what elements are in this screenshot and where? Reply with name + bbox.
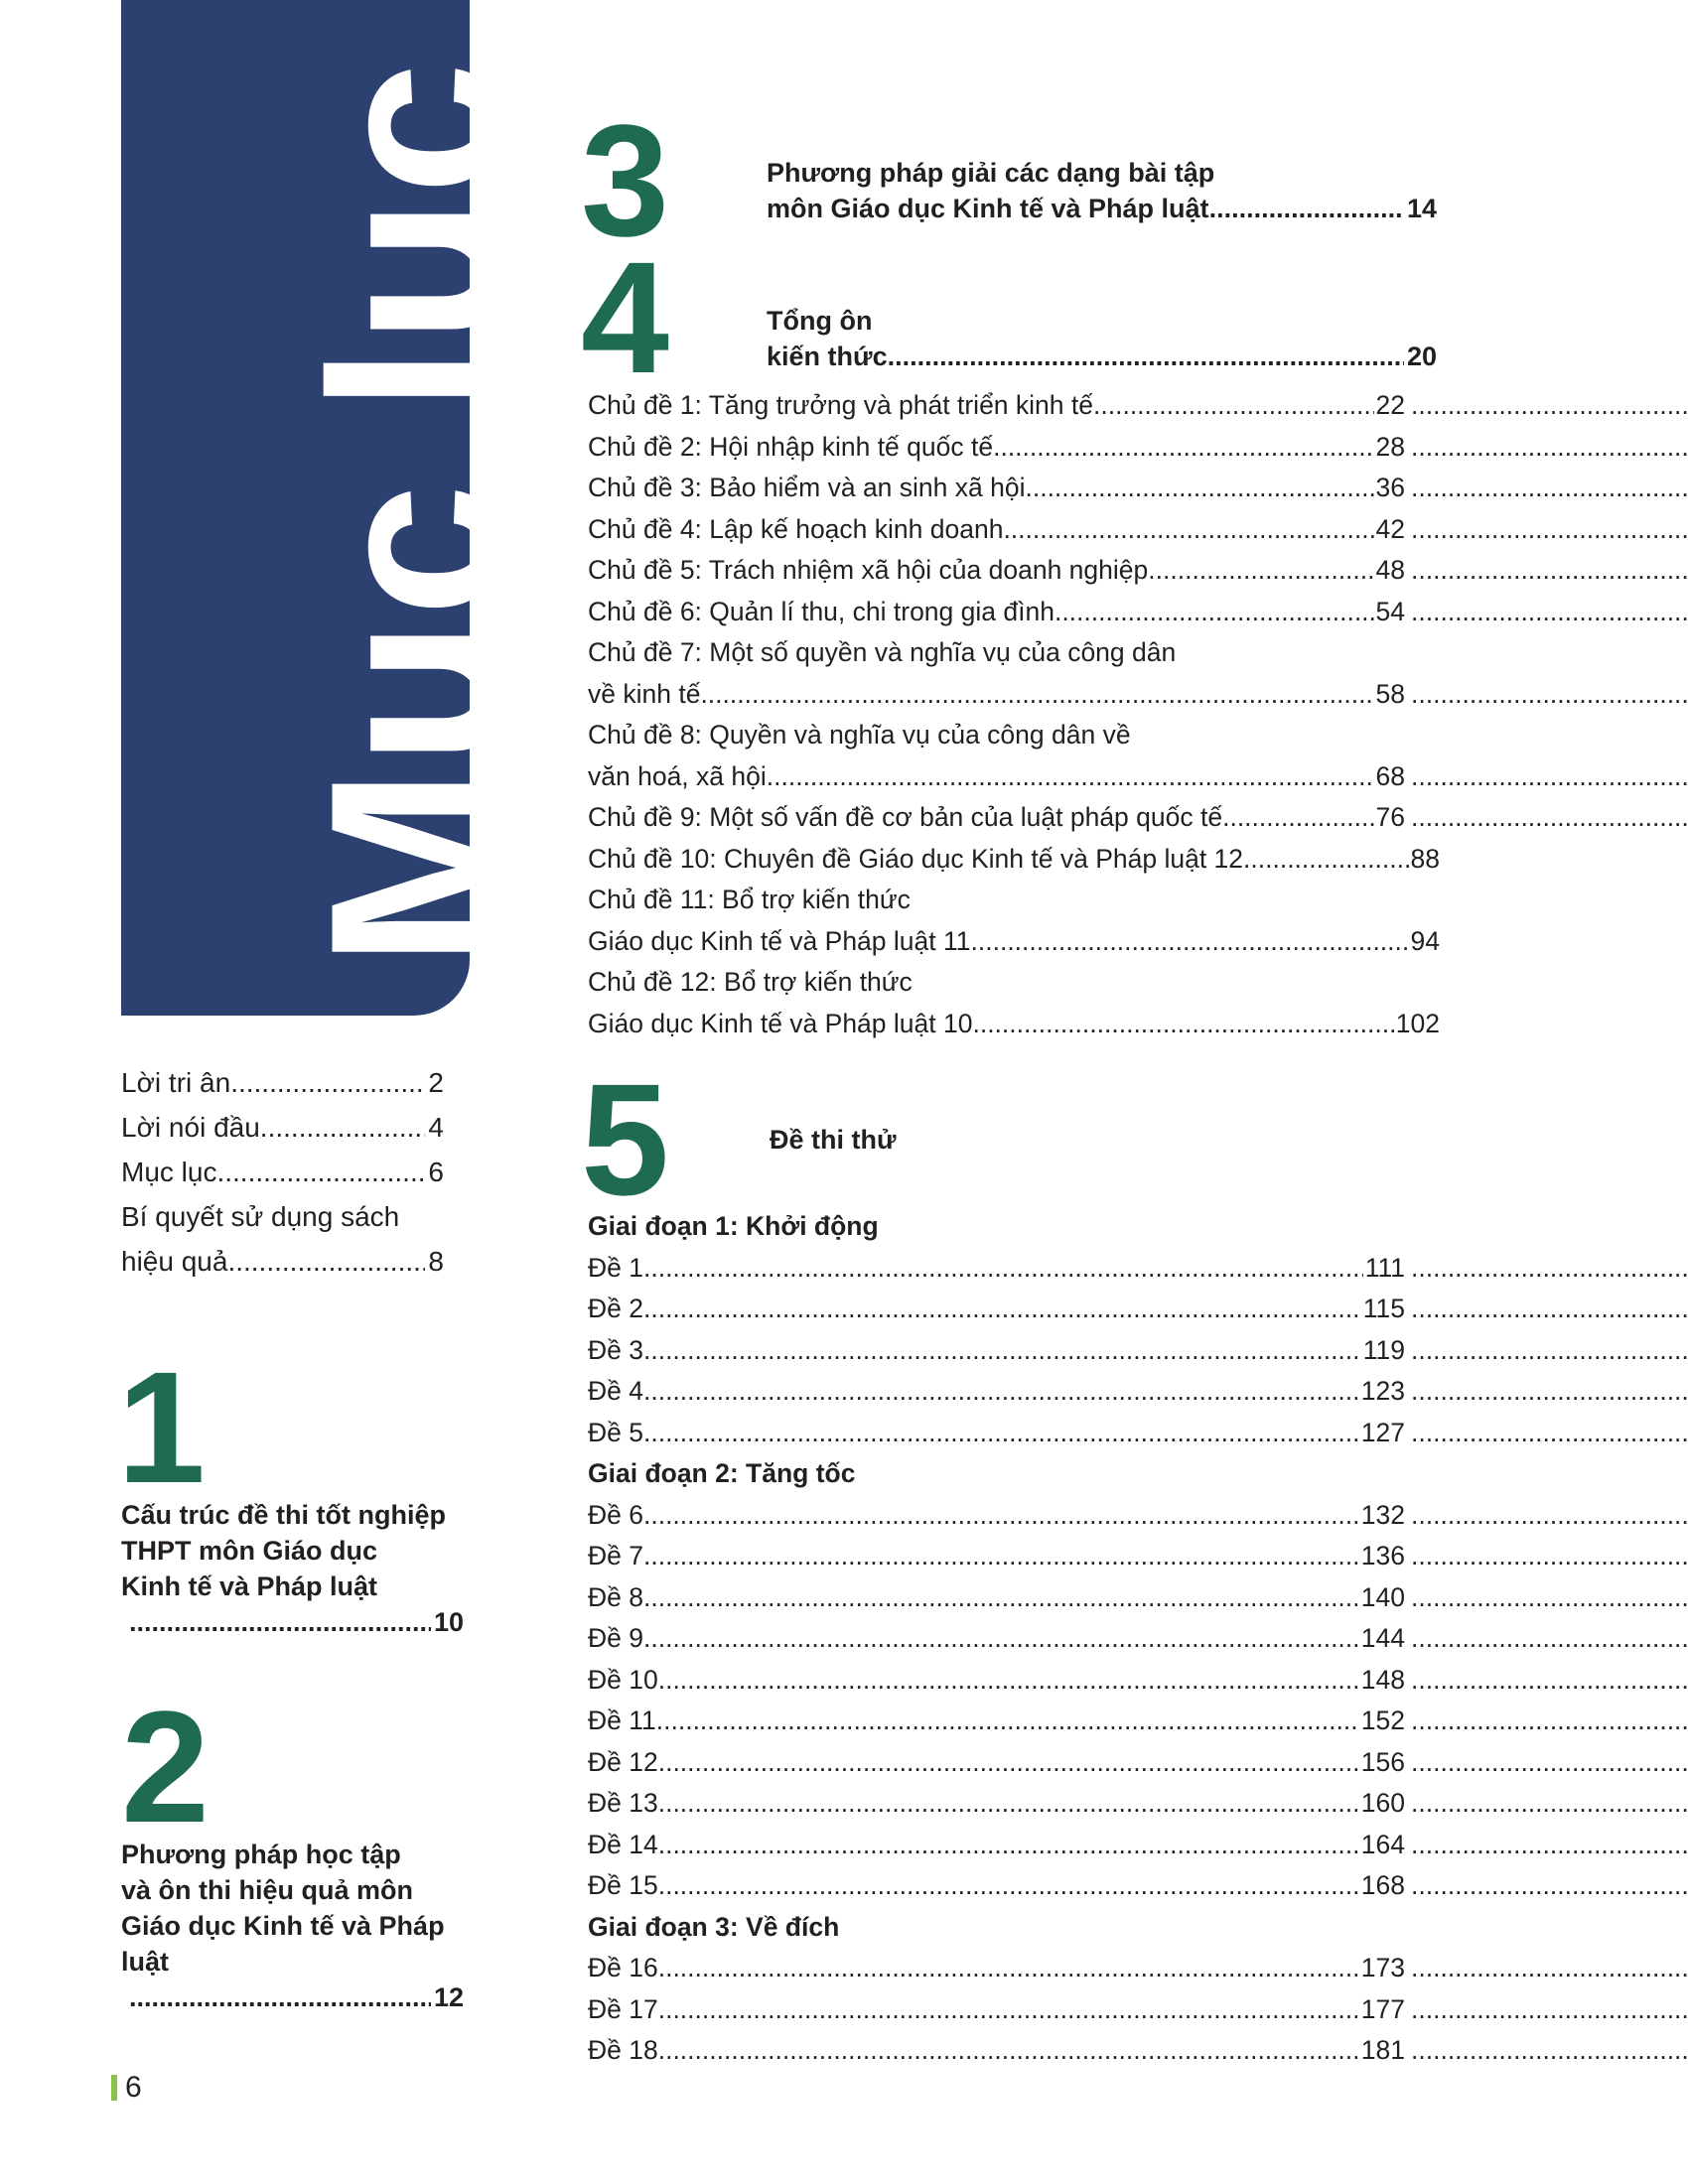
dot-leader (700, 674, 1373, 716)
exam-entry[interactable] (588, 1660, 1688, 1702)
dot-leader (1405, 1577, 1688, 1619)
topic-label: Chủ đề 1: Tăng trưởng và phát triển kinh tế (588, 390, 1093, 420)
exam-label: Đề 17 (588, 1993, 658, 2024)
dot-leader (658, 1825, 1359, 1866)
exam-page: 152 (1360, 1706, 1405, 1735)
dot-leader (1405, 1536, 1688, 1577)
dot-leader (1405, 797, 1688, 839)
exam-entry[interactable] (588, 1948, 1688, 1989)
dot-leader (643, 1289, 1361, 1330)
dot-leader (993, 427, 1373, 469)
section-2-line: và ôn thi hiệu quả môn (121, 1875, 414, 1905)
page-number (111, 2071, 142, 2105)
dot-leader (1405, 1660, 1688, 1702)
exam-page: 168 (1360, 1870, 1405, 1900)
section-2-page: 12 (433, 1982, 464, 2012)
topic-page: 94 (1410, 925, 1440, 956)
section-4-line1: Tổng ôn (767, 306, 873, 336)
exam-entry[interactable] (588, 1495, 1688, 1537)
exam-entry[interactable] (588, 1371, 1688, 1413)
dot-leader (658, 1989, 1359, 2031)
dot-leader (1243, 839, 1409, 881)
dot-leader (216, 1150, 425, 1194)
topic-label: về kinh tế (588, 678, 701, 709)
section-number-1: 1 (117, 1338, 206, 1516)
topic-entry[interactable] (588, 839, 1688, 881)
exam-label: Đề 3 (588, 1334, 643, 1365)
topic-page: 102 (1395, 1008, 1440, 1038)
section-4-entry[interactable] (767, 303, 1437, 374)
dot-leader (1405, 468, 1688, 509)
topic-page: 28 (1375, 431, 1405, 462)
section-4-line2: kiến thức (767, 341, 888, 371)
section-number-2: 2 (121, 1678, 210, 1855)
front-matter-list (121, 1060, 444, 1284)
dot-leader (656, 1701, 1359, 1742)
dot-leader (658, 1742, 1359, 1784)
topic-entry[interactable] (588, 756, 1688, 798)
exam-entry[interactable] (588, 1289, 1688, 1330)
dot-leader (643, 1413, 1359, 1454)
section-number-3: 3 (581, 91, 669, 269)
dot-leader (1405, 1783, 1688, 1825)
topic-label-line1: Chủ đề 12: Bổ trợ kiến thức (588, 967, 913, 997)
dot-leader (658, 1948, 1359, 1989)
dot-leader (1003, 509, 1373, 551)
exam-page: 148 (1360, 1664, 1405, 1695)
dot-leader (230, 1060, 425, 1105)
topic-label: Chủ đề 4: Lập kế hoạch kinh doanh (588, 513, 1004, 544)
topic-list (588, 385, 1688, 1044)
dot-leader (1405, 385, 1688, 427)
stage-heading: Giai đoạn 1: Khởi động (588, 1211, 879, 1241)
topic-label: Chủ đề 5: Trách nhiệm xã hội của doanh nghiệp (588, 555, 1149, 585)
toc-entry[interactable] (121, 1060, 444, 1105)
section-number-4: 4 (581, 228, 669, 406)
section-number-5: 5 (581, 1050, 669, 1228)
exam-entry[interactable] (588, 2030, 1688, 2072)
exam-entry[interactable] (588, 1742, 1688, 1784)
dot-leader (971, 921, 1409, 963)
dot-leader (1405, 550, 1688, 592)
topic-entry[interactable] (588, 797, 1688, 839)
exam-page: 115 (1362, 1294, 1405, 1323)
exam-label: Đề 2 (588, 1294, 643, 1323)
dot-leader (1405, 1989, 1688, 2031)
dot-leader (1405, 1413, 1688, 1454)
topic-entry[interactable] (588, 468, 1688, 509)
exam-label: Đề 10 (588, 1664, 658, 1695)
topic-entry[interactable] (588, 674, 1688, 716)
toc-entry-page: 6 (428, 1157, 444, 1187)
dot-leader (972, 1004, 1393, 1045)
exam-label: Đề 18 (588, 2035, 658, 2065)
exam-label: Đề 9 (588, 1623, 643, 1653)
exam-page: 177 (1360, 1993, 1405, 2024)
exam-label: Đề 14 (588, 1829, 658, 1859)
exam-entry[interactable] (588, 1865, 1688, 1907)
exam-page: 160 (1360, 1788, 1405, 1818)
dot-leader (1209, 191, 1404, 226)
toc-entry[interactable] (121, 1105, 444, 1150)
exam-label: Đề 1 (588, 1252, 643, 1283)
exam-page: 144 (1360, 1623, 1405, 1653)
exam-page: 136 (1360, 1541, 1405, 1570)
section-1-line: Cấu trúc đề thi tốt nghiệp (121, 1500, 446, 1530)
page-marker (111, 2075, 117, 2101)
toc-entry-label: Mục lục (121, 1157, 217, 1187)
exam-entry[interactable] (588, 1701, 1688, 1742)
exam-label: Đề 6 (588, 1499, 643, 1530)
exam-label: Đề 4 (588, 1376, 643, 1406)
topic-label: Giáo dục Kinh tế và Pháp luật 10 (588, 1008, 973, 1038)
exam-entry[interactable] (588, 1783, 1688, 1825)
exam-label: Đề 13 (588, 1788, 658, 1818)
stage-heading: Giai đoạn 3: Về đích (588, 1911, 840, 1942)
dot-leader (1405, 427, 1688, 469)
toc-entry-page: 2 (428, 1067, 444, 1098)
stage-heading: Giai đoạn 2: Tăng tốc (588, 1458, 856, 1488)
section-3-line2: môn Giáo dục Kinh tế và Pháp luật (767, 194, 1209, 223)
exam-label: Đề 5 (588, 1417, 643, 1447)
dot-leader (643, 1330, 1361, 1372)
section-1-page: 10 (433, 1607, 464, 1637)
topic-page: 42 (1375, 513, 1405, 544)
topic-label: văn hoá, xã hội (588, 760, 767, 791)
dot-leader (1405, 1865, 1688, 1907)
exam-label: Đề 8 (588, 1581, 643, 1612)
toc-entry-label: hiệu quả (121, 1246, 228, 1277)
exam-page: 181 (1360, 2035, 1405, 2065)
topic-entry[interactable] (588, 550, 1688, 592)
page-number-text: 6 (125, 2071, 142, 2104)
section-4-page: 20 (1406, 341, 1437, 371)
exam-entry[interactable] (588, 1330, 1688, 1372)
toc-entry[interactable] (121, 1239, 444, 1284)
topic-entry[interactable] (588, 509, 1688, 551)
topic-page: 54 (1375, 596, 1405, 626)
topic-label: Chủ đề 6: Quản lí thu, chi trong gia đình (588, 596, 1055, 626)
dot-leader (1093, 385, 1374, 427)
exam-page: 156 (1360, 1746, 1405, 1777)
topic-label: Giáo dục Kinh tế và Pháp luật 11 (588, 925, 971, 956)
exam-entry[interactable] (588, 1536, 1688, 1577)
toc-entry-page: 4 (428, 1112, 444, 1143)
exam-entry[interactable] (588, 1248, 1688, 1290)
dot-leader (129, 1979, 431, 2015)
dot-leader (1405, 592, 1688, 633)
topic-entry[interactable] (588, 921, 1688, 963)
section-3-line1: Phương pháp giải các dạng bài tập (767, 158, 1215, 188)
topic-label-line1: Chủ đề 8: Quyền và nghĩa vụ của công dân về (588, 720, 1131, 750)
exam-page: 164 (1360, 1829, 1405, 1859)
dot-leader (129, 1604, 431, 1640)
topic-label-line1: Chủ đề 7: Một số quyền và nghĩa vụ của công dân (588, 637, 1177, 667)
dot-leader (1405, 1742, 1688, 1784)
topic-entry[interactable] (588, 427, 1688, 469)
exam-entry[interactable] (588, 1618, 1688, 1660)
toc-entry-label-line1: Bí quyết sử dụng sách (121, 1201, 400, 1232)
dot-leader (1148, 550, 1373, 592)
exam-page: 173 (1360, 1953, 1405, 1982)
topic-page: 48 (1375, 555, 1405, 585)
dot-leader (1055, 592, 1374, 633)
exam-entry[interactable] (588, 1989, 1688, 2031)
topic-label: Chủ đề 3: Bảo hiểm và an sinh xã hội (588, 473, 1026, 502)
dot-leader (260, 1105, 426, 1150)
exam-entry[interactable] (588, 1577, 1688, 1619)
section-1-line: THPT môn Giáo dục (121, 1536, 378, 1566)
dot-leader (658, 2030, 1359, 2072)
exam-label: Đề 11 (588, 1706, 656, 1735)
dot-leader (1405, 674, 1688, 716)
topic-label: Chủ đề 9: Một số vấn đề cơ bản của luật pháp quốc tế (588, 802, 1223, 832)
dot-leader (1405, 1701, 1688, 1742)
topic-label-line1: Chủ đề 11: Bổ trợ kiến thức (588, 885, 911, 914)
toc-entry-label: Lời nói đầu (121, 1112, 260, 1143)
dot-leader (1405, 1495, 1688, 1537)
dot-leader (1222, 797, 1373, 839)
topic-page: 88 (1410, 843, 1440, 874)
dot-leader (1405, 1289, 1688, 1330)
exam-label: Đề 15 (588, 1870, 658, 1900)
exam-page: 123 (1360, 1376, 1405, 1406)
topic-page: 68 (1375, 760, 1405, 791)
dot-leader (1405, 1371, 1688, 1413)
topic-page: 76 (1375, 802, 1405, 832)
section-3-page: 14 (1406, 194, 1437, 223)
dot-leader (643, 1536, 1359, 1577)
dot-leader (643, 1495, 1359, 1537)
dot-leader (227, 1239, 425, 1284)
dot-leader (643, 1577, 1359, 1619)
dot-leader (1405, 1825, 1688, 1866)
exam-entry[interactable] (588, 1413, 1688, 1454)
dot-leader (1025, 468, 1373, 509)
dot-leader (1405, 509, 1688, 551)
exam-page: 111 (1364, 1252, 1405, 1283)
section-2-entry[interactable] (121, 1837, 464, 2015)
exam-list (588, 1206, 1688, 2072)
dot-leader (1405, 1330, 1688, 1372)
exam-entry[interactable] (588, 1825, 1688, 1866)
section-2-line: Giáo dục Kinh tế và Pháp luật (121, 1911, 445, 1977)
exam-label: Đề 7 (588, 1541, 643, 1570)
toc-entry-page: 8 (428, 1246, 444, 1277)
exam-label: Đề 16 (588, 1953, 658, 1982)
dot-leader (1405, 1948, 1688, 1989)
dot-leader (1405, 1618, 1688, 1660)
dot-leader (643, 1248, 1363, 1290)
dot-leader (658, 1783, 1359, 1825)
exam-page: 132 (1360, 1499, 1405, 1530)
exam-page: 127 (1360, 1417, 1405, 1447)
dot-leader (658, 1865, 1359, 1907)
topic-entry[interactable] (588, 592, 1688, 633)
section-1-line: Kinh tế và Pháp luật (121, 1571, 378, 1601)
dot-leader (1405, 756, 1688, 798)
section-1-entry[interactable] (121, 1497, 464, 1640)
toc-entry-label: Lời tri ân (121, 1067, 231, 1098)
exam-page: 140 (1360, 1581, 1405, 1612)
title-banner (121, 0, 549, 1016)
page-title: Mục lục (281, 60, 549, 968)
dot-leader (643, 1618, 1359, 1660)
topic-label: Chủ đề 2: Hội nhập kinh tế quốc tế (588, 431, 994, 462)
dot-leader (658, 1660, 1359, 1702)
exam-page: 119 (1362, 1334, 1405, 1365)
dot-leader (1405, 1248, 1688, 1290)
topic-page: 58 (1375, 678, 1405, 709)
topic-page: 22 (1375, 390, 1405, 420)
section-5-title[interactable]: Đề thi thử (770, 1125, 897, 1155)
dot-leader (1405, 2030, 1688, 2072)
section-3-entry[interactable] (767, 155, 1437, 226)
topic-label: Chủ đề 10: Chuyên đề Giáo dục Kinh tế và Pháp luật 12 (588, 843, 1244, 874)
dot-leader (767, 756, 1374, 798)
topic-entry[interactable] (588, 385, 1688, 427)
topic-page: 36 (1375, 473, 1405, 502)
dot-leader (643, 1371, 1359, 1413)
section-2-line: Phương pháp học tập (121, 1840, 401, 1869)
topic-entry[interactable] (588, 1004, 1688, 1045)
toc-entry[interactable] (121, 1150, 444, 1194)
dot-leader (888, 339, 1404, 374)
exam-label: Đề 12 (588, 1746, 658, 1777)
